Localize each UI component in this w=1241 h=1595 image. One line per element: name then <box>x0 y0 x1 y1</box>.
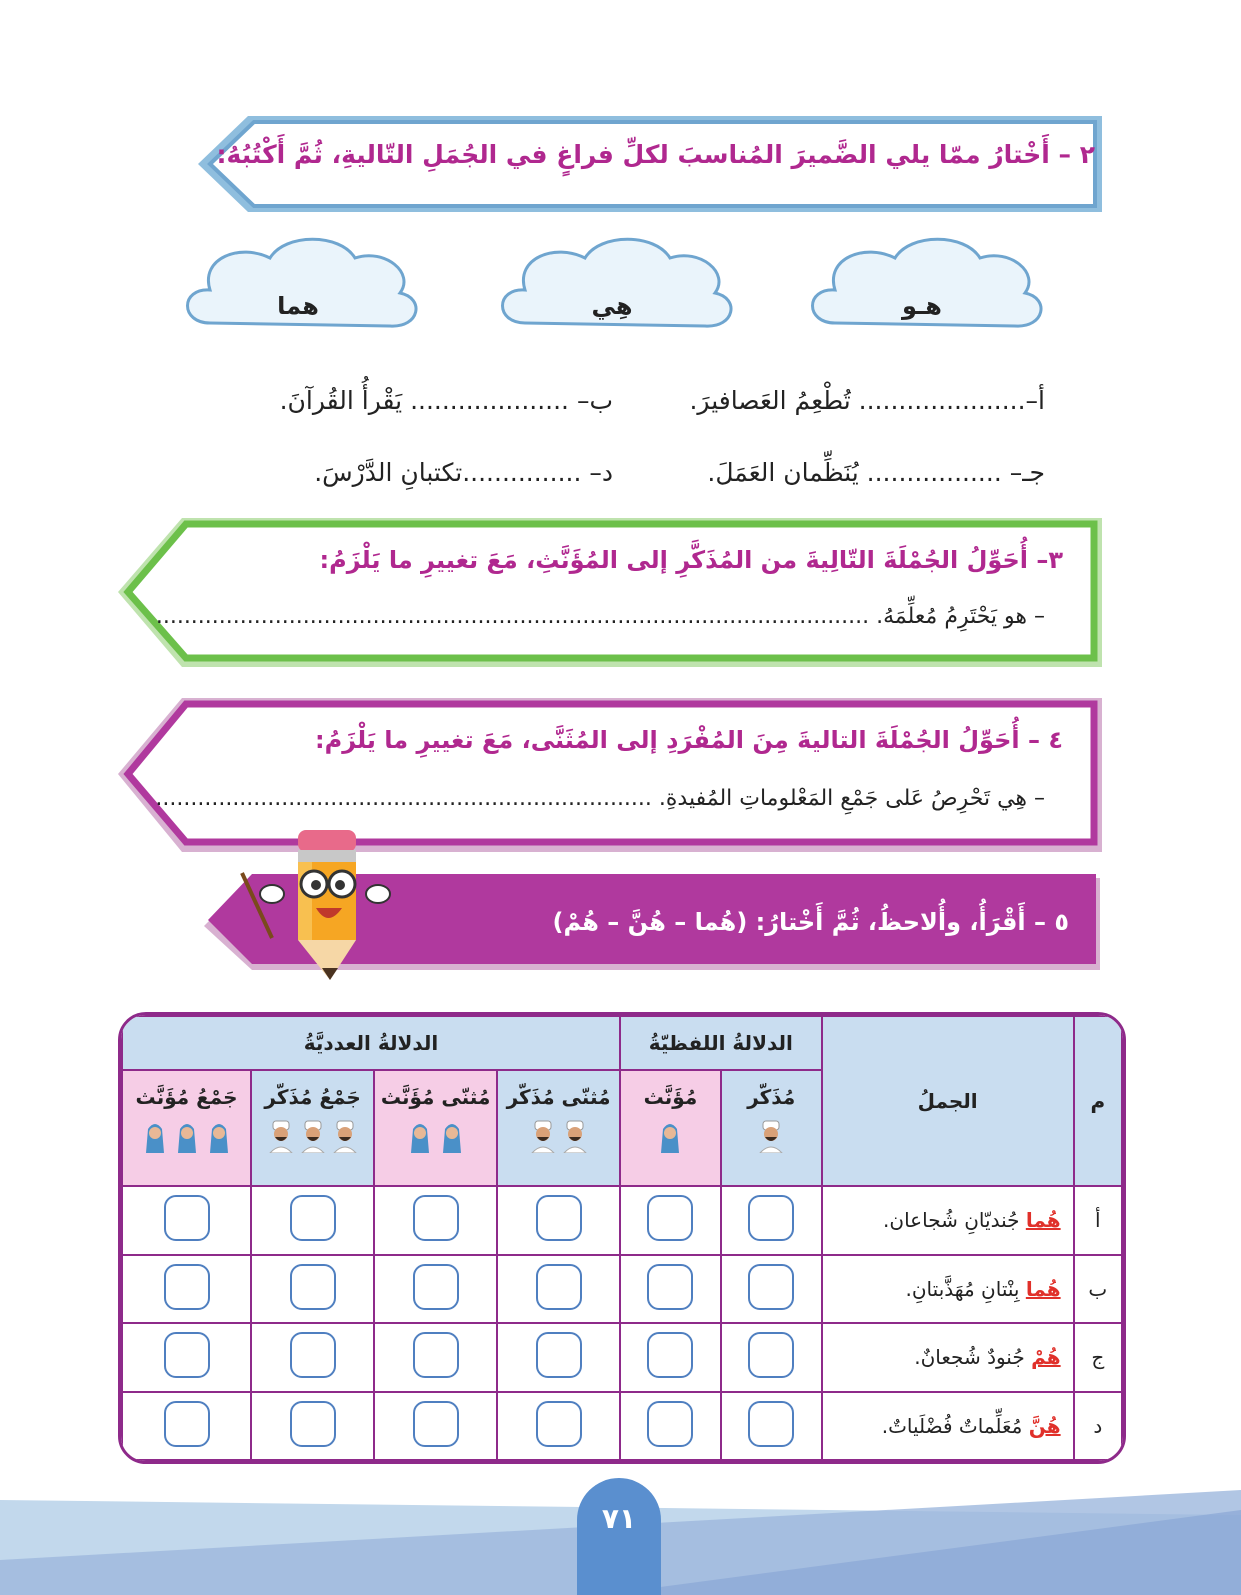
exercise3-heading: ٣– أُحَوِّلُ الجُمْلَةَ التّالِيةَ من المُذَكَّرِ إلى المُؤَنَّثِ، مَعَ تغييرِ ما يَلْزَمُ: <box>319 546 1063 574</box>
man-figure-icon <box>562 1119 588 1153</box>
pencil-mascot-icon <box>232 818 392 988</box>
answer-box[interactable] <box>164 1195 210 1241</box>
table-row <box>122 1255 1122 1324</box>
page-number-tab <box>577 1478 661 1595</box>
answer-box[interactable] <box>748 1332 794 1378</box>
woman-figure-icon <box>407 1119 433 1153</box>
exercise2-heading: ٢ – أَخْتارُ ممّا يلي الضَّميرَ المُناسبَ لكلِّ فراغٍ في الجُمَلِ التّاليةِ، ثُمَّ أَكْتُبُهُ: <box>216 140 1095 169</box>
table-row <box>122 1392 1122 1461</box>
exercise4-sentence: – هِي تَحْرِصُ عَلى جَمْعِ المَعْلوماتِ المُفيدةِ. ....................................................................... <box>155 786 1045 811</box>
woman-figure-icon <box>439 1119 465 1153</box>
answer-box[interactable] <box>536 1264 582 1310</box>
exercise2-item-d: د– ...............تكتبانِ الدَّرْسَ. <box>314 458 613 487</box>
answer-box[interactable] <box>413 1264 459 1310</box>
row-sentence <box>822 1186 1074 1255</box>
answer-box[interactable] <box>647 1332 693 1378</box>
woman-figure-icon <box>657 1119 683 1153</box>
col-header-number: م <box>1074 1016 1122 1186</box>
answer-box[interactable] <box>413 1332 459 1378</box>
answer-box[interactable] <box>290 1401 336 1447</box>
table-row <box>122 1323 1122 1392</box>
row-letter: ج <box>1074 1323 1122 1392</box>
cloud-shape <box>485 228 745 348</box>
man-figure-icon <box>530 1119 556 1153</box>
col-header-dual-masculine-label: مُثنّى مُذَكّر <box>506 1085 611 1109</box>
cloud-shape <box>170 228 430 348</box>
man-figure-icon <box>268 1119 294 1153</box>
answer-box[interactable] <box>290 1264 336 1310</box>
row-pronoun: هُنَّ <box>1028 1413 1061 1438</box>
row-letter: ب <box>1074 1255 1122 1324</box>
answer-box[interactable] <box>647 1401 693 1447</box>
group-header-numerical: الدلالةُ العدديَّةُ <box>122 1016 620 1070</box>
row-pronoun: هُما <box>1025 1276 1061 1301</box>
row-sentence <box>822 1392 1074 1461</box>
col-header-dual-masculine <box>497 1070 620 1186</box>
group-header-lexical: الدلالةُ اللفظيّةُ <box>620 1016 822 1070</box>
answer-box[interactable] <box>748 1401 794 1447</box>
answer-box[interactable] <box>536 1401 582 1447</box>
col-header-plural-masculine <box>251 1070 374 1186</box>
row-letter: أ <box>1074 1186 1122 1255</box>
answer-box[interactable] <box>290 1332 336 1378</box>
answer-box[interactable] <box>647 1264 693 1310</box>
answer-box[interactable] <box>413 1401 459 1447</box>
answer-box[interactable] <box>748 1264 794 1310</box>
col-header-masculine <box>721 1070 822 1186</box>
row-sentence-rest: مُعَلِّماتٌ فُضْلَياتٌ. <box>881 1413 1029 1438</box>
answer-box[interactable] <box>647 1195 693 1241</box>
col-header-plural-masculine-label: جَمْعُ مُذَكّر <box>264 1085 361 1109</box>
exercise2-item-a: أ–..................... تُطْعِمُ العَصافيرَ. <box>689 386 1045 415</box>
col-header-masculine-label: مُذَكّر <box>747 1085 796 1109</box>
row-sentence <box>822 1323 1074 1392</box>
row-sentence-rest: جُنودٌ شُجعانٌ. <box>914 1345 1032 1370</box>
man-figure-icon <box>300 1119 326 1153</box>
man-figure-icon <box>758 1119 784 1153</box>
row-sentence <box>822 1255 1074 1324</box>
woman-figure-icon <box>174 1119 200 1153</box>
exercise2-item-c: جـ– ................. يُنَظِّمان العَمَلَ. <box>707 458 1045 487</box>
col-header-plural-feminine-label: جَمْعُ مُؤَنَّث <box>135 1085 238 1109</box>
row-sentence-rest: جُنديّانِ شُجاعان. <box>883 1208 1026 1233</box>
col-header-plural-feminine <box>122 1070 251 1186</box>
row-pronoun: هُمْ <box>1031 1345 1061 1370</box>
answer-box[interactable] <box>164 1332 210 1378</box>
row-letter: د <box>1074 1392 1122 1461</box>
exercise4-heading: ٤ – أُحَوِّلُ الجُمْلَةَ التاليةَ مِنَ المُفْرَدِ إلى المُثَنَّى، مَعَ تغييرِ ما يَلْزَمُ: <box>315 726 1063 754</box>
col-header-dual-feminine <box>374 1070 497 1186</box>
cloud-shape <box>795 228 1055 348</box>
exercise3-banner <box>112 512 1107 672</box>
woman-figure-icon <box>206 1119 232 1153</box>
row-pronoun: هُما <box>1025 1208 1061 1233</box>
col-header-feminine-label: مُؤَنَّث <box>643 1085 698 1109</box>
classification-table <box>118 1012 1126 1464</box>
col-header-dual-feminine-label: مُثنّى مُؤَنَّث <box>380 1085 491 1109</box>
exercise2-item-b: ب– .................... يَقْرأُ القُرآنَ. <box>279 386 613 415</box>
page-number: ٧١ <box>601 1502 637 1535</box>
row-sentence-rest: بِنْتانِ مُهَذَّبتانِ. <box>905 1276 1026 1301</box>
answer-box[interactable] <box>748 1195 794 1241</box>
answer-box[interactable] <box>164 1401 210 1447</box>
exercise5-heading: ٥ – أَقْرَأُ، وأُلاحظُ، ثُمَّ أَخْتارُ: (هُما – هُنَّ – هُمْ) <box>552 908 1069 936</box>
answer-box[interactable] <box>413 1195 459 1241</box>
table-row <box>122 1186 1122 1255</box>
answer-box[interactable] <box>164 1264 210 1310</box>
col-header-sentence: الجملُ <box>822 1016 1074 1186</box>
answer-box[interactable] <box>536 1195 582 1241</box>
exercise3-sentence: – هو يَحْتَرِمُ مُعلِّمَهُ. ...................................................................................................... <box>155 604 1045 629</box>
woman-figure-icon <box>142 1119 168 1153</box>
man-figure-icon <box>332 1119 358 1153</box>
answer-box[interactable] <box>536 1332 582 1378</box>
pronoun-huma: هما <box>277 292 319 320</box>
answer-box[interactable] <box>290 1195 336 1241</box>
pronoun-hiya: هِي <box>591 292 633 320</box>
pronoun-huwa: هـو <box>902 292 942 320</box>
col-header-feminine <box>620 1070 721 1186</box>
